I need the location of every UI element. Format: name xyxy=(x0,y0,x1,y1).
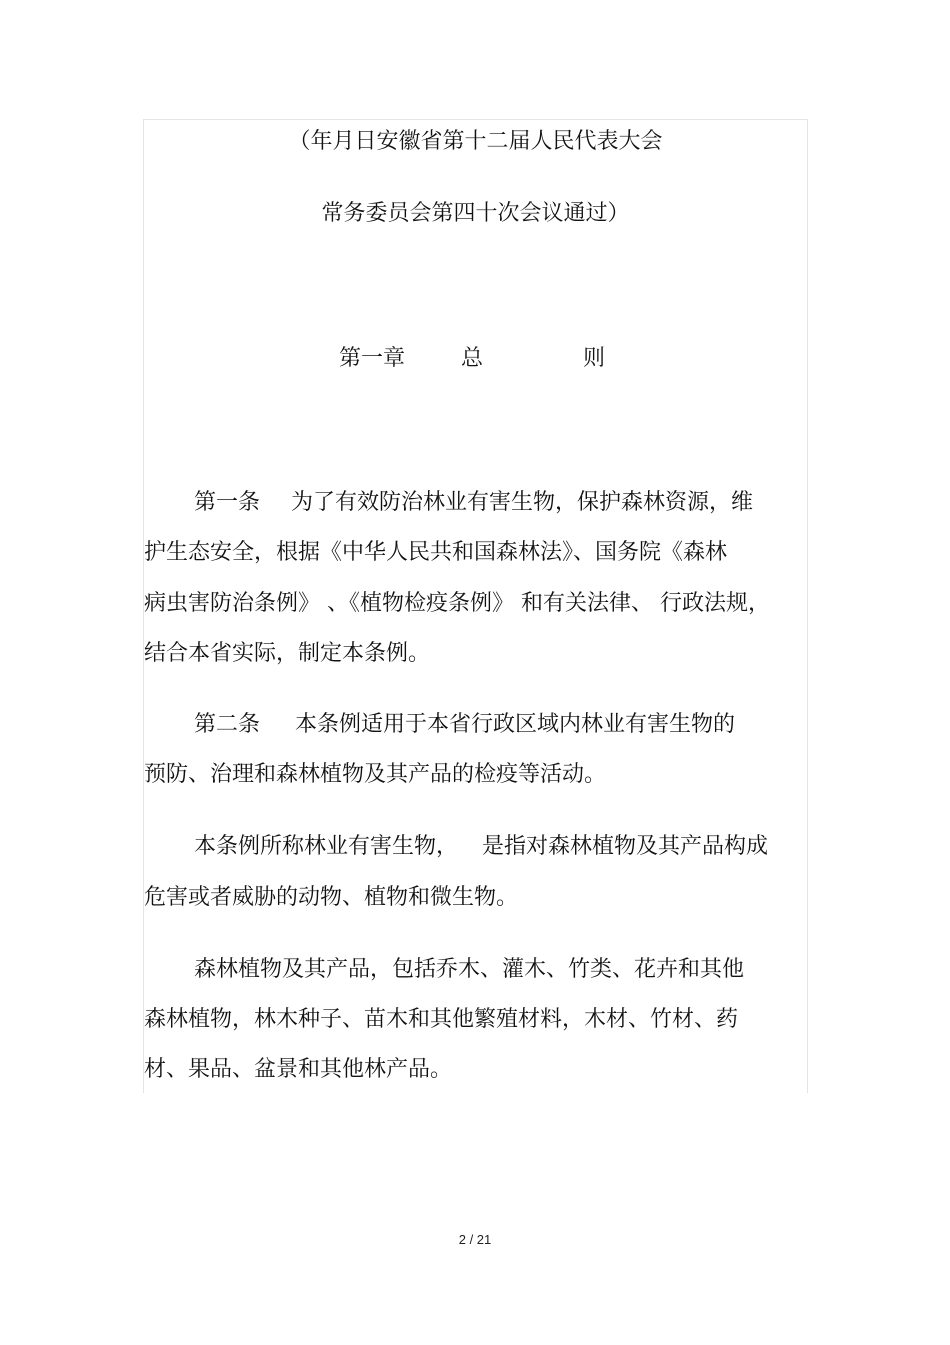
paragraph-4-line-2: 森林植物，林木种子、苗木和其他繁殖材料，木材、竹材、药 xyxy=(144,1007,739,1032)
paragraph-4-line-1: 森林植物及其产品，包括乔木、灌木、竹类、花卉和其他 xyxy=(194,957,745,982)
article-1-label: 第一条 xyxy=(194,490,261,515)
paragraph-3-text-a: 本条例所称林业有害生物， xyxy=(194,834,459,859)
chapter-heading xyxy=(339,344,605,374)
chapter-title-part2: 则 xyxy=(583,346,606,371)
article-2-text: 本条例适用于本省行政区域内林业有害生物的 xyxy=(295,712,736,737)
paragraph-3-line-2: 危害或者威胁的动物、植物和微生物。 xyxy=(144,885,519,910)
header-line-2: 常务委员会第四十次会议通过） xyxy=(321,201,630,226)
article-1-line-1 xyxy=(194,488,753,518)
article-2-line-2: 预防、治理和森林植物及其产品的检疫等活动。 xyxy=(144,762,607,787)
article-1-text: 为了有效防治林业有害生物，保护森林资源，维 xyxy=(291,490,754,515)
article-1-line-2: 护生态安全，根据《中华人民共和国森林法》、国务院《森林 xyxy=(144,540,728,565)
paragraph-3-text-b: 是指对森林植物及其产品构成 xyxy=(482,834,769,859)
article-1-line-4: 结合本省实际，制定本条例。 xyxy=(144,641,431,666)
chapter-number: 第一章 xyxy=(339,346,406,371)
header-line-1: （年月日安徽省第十二届人民代表大会 xyxy=(288,129,663,154)
paragraph-3-line-1 xyxy=(194,832,768,862)
article-1-line-3: 病虫害防治条例》 、《植物检疫条例》 和有关法律、 行政法规， xyxy=(144,591,770,616)
article-2-label: 第二条 xyxy=(194,712,261,737)
paragraph-4-line-3: 材、果品、盆景和其他林产品。 xyxy=(144,1057,453,1082)
page-number: 2 / 21 xyxy=(458,1232,492,1247)
article-2-line-1 xyxy=(194,710,735,740)
chapter-title-part1: 总 xyxy=(461,346,484,371)
